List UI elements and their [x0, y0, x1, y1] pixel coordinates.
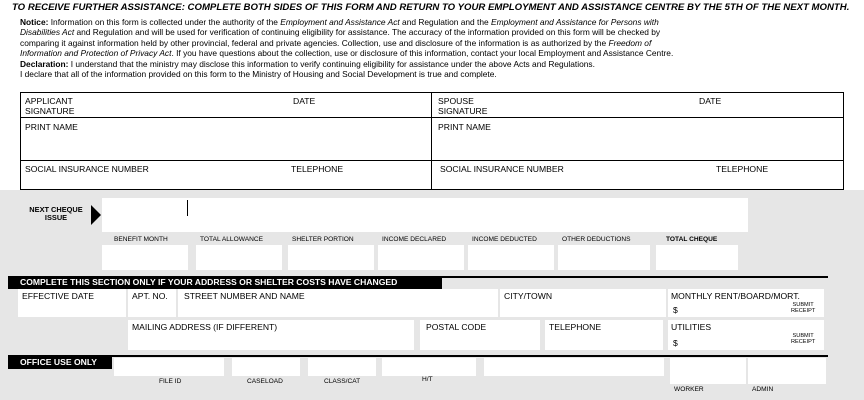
income-deducted-label: INCOME DEDUCTED — [472, 236, 537, 243]
next-cheque-issue-field[interactable] — [102, 198, 748, 232]
benefit-month-label: BENEFIT MONTH — [114, 236, 168, 243]
postal-code-label: POSTAL CODE — [426, 322, 487, 332]
income-declared-field[interactable] — [378, 245, 464, 270]
address-section-title: COMPLETE THIS SECTION ONLY IF YOUR ADDRESS OR SHELTER COSTS HAVE CHANGED — [8, 276, 442, 289]
signature-label: SIGNATURE — [438, 106, 488, 116]
worker-field[interactable] — [670, 358, 746, 384]
ht-field[interactable] — [382, 358, 476, 376]
notice-text: Information on this form is collected under the authority of the — [48, 17, 281, 27]
print-name-label: PRINT NAME — [25, 122, 78, 132]
submit-word: SUBMIT — [792, 333, 814, 339]
receipt-word: RECEIPT — [791, 308, 816, 315]
applicant-label: APPLICANT — [25, 96, 73, 106]
monthly-rent-label: MONTHLY RENT/BOARD/MORT. — [671, 291, 800, 301]
worker-label: WORKER — [674, 386, 704, 393]
act-name: Disabilities Act — [20, 27, 75, 38]
notice-line-1 — [20, 17, 842, 27]
other-deductions-field[interactable] — [558, 245, 650, 270]
total-allowance-label: TOTAL ALLOWANCE — [200, 236, 264, 243]
class-cat-label: CLASS/CAT — [324, 378, 361, 385]
notice-text: comparing it against information held by other provincial, federal and private agencies. Collection, use and disclosure of the information is as authorized by the — [20, 37, 609, 48]
arrow-right-icon — [91, 205, 101, 225]
city-label: CITY/TOWN — [504, 291, 553, 301]
shelter-portion-label: SHELTER PORTION — [292, 236, 354, 243]
issue-line: ISSUE — [44, 213, 68, 222]
spouse-label: SPOUSE — [438, 96, 474, 106]
dollar-sign: $ — [673, 305, 678, 315]
total-cheque-label: TOTAL CHEQUE — [666, 236, 718, 243]
declaration-text: I understand that the ministry may disclose this information to verify continuing eligibility for assistance under the above Acts and Regulations. — [68, 58, 595, 69]
income-deducted-field[interactable] — [468, 245, 554, 270]
notice-text: and Regulation and the — [399, 17, 491, 27]
office-blank-field[interactable] — [484, 358, 664, 376]
text-cursor — [187, 200, 188, 216]
file-id-label: FILE ID — [159, 378, 182, 385]
benefit-month-field[interactable] — [102, 245, 188, 270]
telephone-label: TELEPHONE — [549, 322, 602, 332]
street-label: STREET NUMBER AND NAME — [184, 291, 305, 301]
notice-line-4 — [20, 48, 842, 58]
telephone-label: TELEPHONE — [716, 164, 769, 174]
notice-text: and Regulation and will be used for verification of continuing eligibility for assistance. The accuracy of the information provided on this form will be checked by — [74, 27, 661, 38]
utilities-label: UTILITIES — [671, 322, 712, 332]
income-declared-label: INCOME DECLARED — [382, 236, 447, 243]
notice-block — [20, 17, 842, 79]
act-name: Freedom of — [608, 37, 652, 48]
file-id-field[interactable] — [114, 358, 224, 376]
sin-label: SOCIAL INSURANCE NUMBER — [25, 164, 149, 174]
section-rule — [8, 355, 828, 357]
dollar-sign: $ — [673, 338, 678, 348]
print-name-label: PRINT NAME — [438, 122, 491, 132]
declaration-line — [20, 59, 842, 69]
applicant-date-label: DATE — [293, 96, 316, 106]
spouse-print-name-field[interactable] — [432, 118, 843, 160]
spouse-signature-field[interactable] — [432, 93, 843, 117]
apt-no-label: APT. NO. — [132, 291, 168, 301]
applicant-print-name-field[interactable] — [21, 118, 431, 160]
notice-line-2 — [20, 27, 842, 37]
receipt-word: RECEIPT — [791, 339, 816, 346]
applicant-signature-field[interactable] — [21, 93, 431, 117]
admin-label: ADMIN — [752, 386, 774, 393]
notice-text: . If you have questions about the collection, use or disclosure of this information, contact your local Employment and Assistance Centre. — [171, 48, 674, 59]
total-allowance-field[interactable] — [196, 245, 282, 270]
next-cheque-line: NEXT CHEQUE — [29, 205, 83, 214]
ht-label: H/T — [422, 376, 433, 383]
submit-receipt-note — [791, 302, 815, 315]
declaration-line-2: I declare that all of the information provided on this form to the Ministry of Housing and Social Development is true and complete. — [20, 69, 497, 80]
total-cheque-field[interactable] — [656, 245, 738, 270]
next-cheque-label — [28, 206, 84, 222]
sin-label: SOCIAL INSURANCE NUMBER — [440, 164, 564, 174]
act-name: Information and Protection of Privacy Act — [20, 48, 172, 59]
telephone-label: TELEPHONE — [291, 164, 344, 174]
caseload-field[interactable] — [232, 358, 300, 376]
mailing-address-label: MAILING ADDRESS (IF DIFFERENT) — [132, 322, 278, 332]
act-name: Employment and Assistance for Persons with — [491, 17, 659, 27]
caseload-label: CASELOAD — [247, 378, 283, 385]
class-cat-field[interactable] — [308, 358, 376, 376]
shelter-portion-field[interactable] — [288, 245, 374, 270]
admin-field[interactable] — [748, 358, 826, 384]
spouse-date-label: DATE — [699, 96, 722, 106]
office-use-title: OFFICE USE ONLY — [8, 356, 112, 369]
signature-label: SIGNATURE — [25, 106, 75, 116]
notice-line-3 — [20, 38, 842, 48]
act-name: Employment and Assistance Act — [280, 17, 400, 27]
form-header-instruction: TO RECEIVE FURTHER ASSISTANCE: COMPLETE BOTH SIDES OF THIS FORM AND RETURN TO YOUR EMPLOYMENT AND ASSISTANCE CENTRE BY THE 5TH OF THE NEXT MONTH. — [12, 2, 850, 13]
declaration-label: Declaration: — [20, 58, 69, 69]
other-deductions-label: OTHER DEDUCTIONS — [562, 236, 631, 243]
submit-word: SUBMIT — [792, 302, 814, 308]
notice-label: Notice: — [20, 17, 49, 27]
submit-receipt-note — [791, 333, 815, 346]
effective-date-label: EFFECTIVE DATE — [22, 291, 94, 301]
